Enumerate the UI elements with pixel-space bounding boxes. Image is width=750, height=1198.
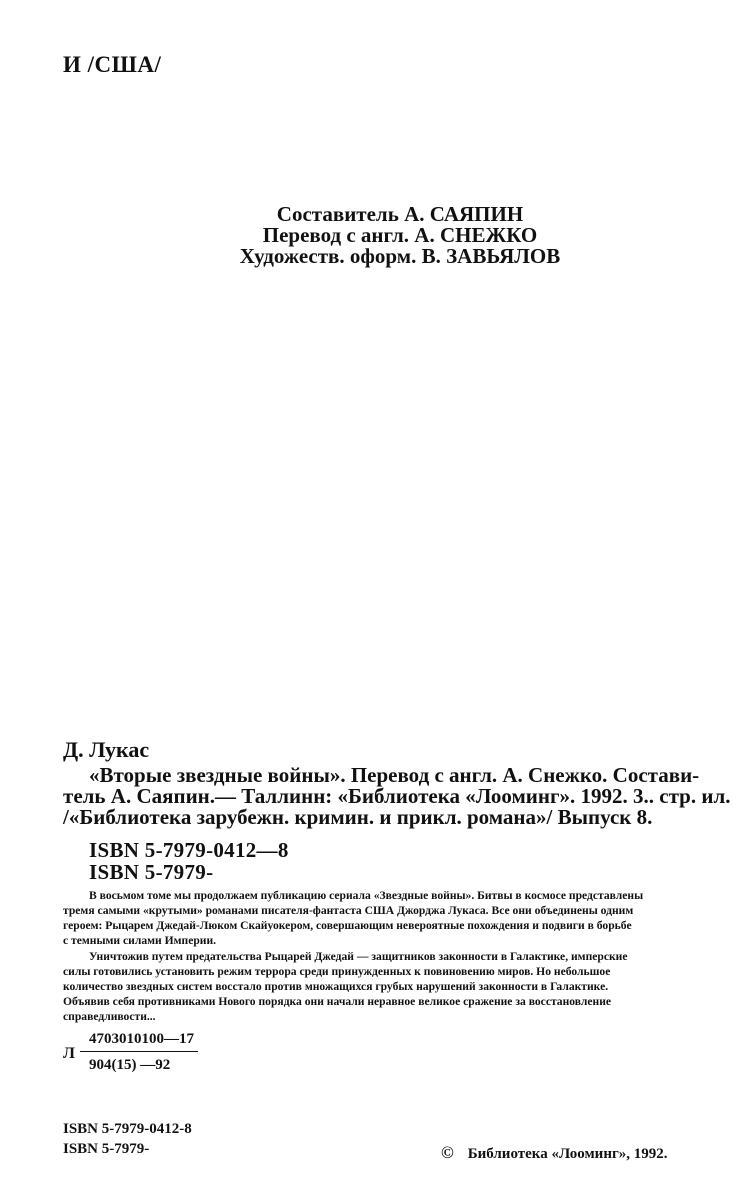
catalog-line: тель А. Саяпин.— Таллинн: «Библиотека «Лооминг». 1992. 3.. стр. ил.: [63, 784, 731, 808]
copyright-text: Библиотека «Лооминг», 1992.: [467, 1146, 668, 1162]
catalog-isbn: ISBN 5-7979-: [89, 860, 214, 884]
abstract-line: тремя самыми «крутыми» романами писателя-фантаста США Джорджа Лукаса. Все они объединены одним: [63, 904, 634, 917]
classification-numerator: 4703010100—17: [89, 1031, 194, 1047]
classification-fraction-bar: [80, 1051, 198, 1052]
catalog-isbn: ISBN 5-7979-0412—8: [89, 838, 289, 862]
abstract-line: героем: Рыцарем Джедай-Люком Скайуокером, совершающим невероятные похождения и подвиги в борьбе: [63, 919, 632, 932]
bottom-isbn: ISBN 5-7979-: [63, 1141, 150, 1157]
credit-compiler: Составитель А. САЯПИН: [276, 202, 524, 226]
copyright-notice: [441, 1143, 668, 1163]
classification-letter: Л: [63, 1045, 75, 1062]
copyright-icon: ©: [441, 1143, 454, 1162]
abstract-line: с темными силами Империи.: [63, 934, 217, 947]
abstract-line: Уничтожив путем предательства Рыцарей Джедай — защитников законности в Галактике, имперские: [89, 950, 628, 963]
abstract-line: количество звездных систем восстало против множащихся грубых нарушений законности в Галактике.: [63, 980, 609, 993]
classification-denominator: 904(15) —92: [89, 1057, 171, 1073]
abstract-line: справедливости...: [63, 1010, 156, 1023]
catalog-author: Д. Лукас: [63, 737, 150, 762]
credit-artist: Художеств. оформ. В. ЗАВЬЯЛОВ: [239, 244, 561, 268]
catalog-line: «Вторые звездные войны». Перевод с англ. А. Снежко. Состави-: [89, 763, 700, 787]
top-mark: И /США/: [63, 52, 162, 77]
abstract-line: Объявив себя противниками Нового порядка они начали неравное великое сражение за восстановление: [63, 995, 612, 1008]
bottom-isbn: ISBN 5-7979-0412-8: [63, 1121, 192, 1137]
credit-translator: Перевод с англ. А. СНЕЖКО: [262, 223, 538, 247]
catalog-line: /«Библиотека зарубежн. кримин. и прикл. романа»/ Выпуск 8.: [63, 805, 653, 829]
abstract-line: В восьмом томе мы продолжаем публикацию сериала «Звездные войны». Битвы в космосе представлены: [89, 889, 644, 902]
abstract-line: силы готовились установить режим террора среди принужденных к повиновению миров. Но небольшое: [63, 965, 611, 978]
